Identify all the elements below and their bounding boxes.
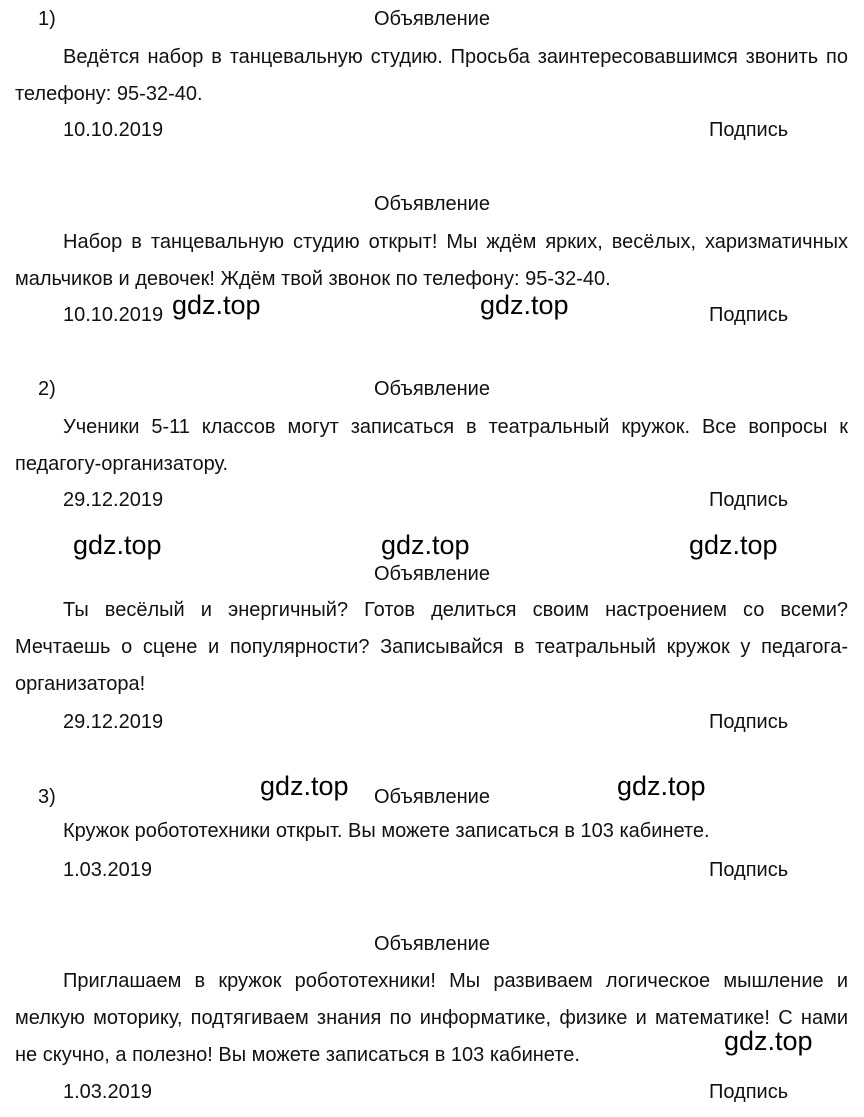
announcement-heading: Объявление [374,8,490,30]
watermark: gdz.top [617,771,706,801]
watermark: gdz.top [73,530,162,560]
announcement-heading: Объявление [374,378,490,400]
section-number: 1) [38,8,56,30]
announcement-text: Ты весёлый и энергичный? Готов делиться своим настроением со всеми? Мечтаешь о сцене и популярности? Записывайся в театральный кружок у педагога-организатора! [15,599,848,695]
announcement-date: 1.03.2019 [63,859,152,881]
announcement-text: Ученики 5-11 классов могут записаться в театральный кружок. Все вопросы к педагогу-организатору. [15,416,848,475]
announcement-signature: Подпись [709,119,789,141]
announcement-date: 10.10.2019 [63,119,164,141]
announcement-text: Ведётся набор в танцевальную студию. Просьба заинтересовавшимся звонить по телефону: 95-32-40. [15,46,848,105]
section-number: 2) [38,378,56,400]
announcement-signature: Подпись [709,711,789,733]
watermark: gdz.top [724,1026,813,1056]
watermark: gdz.top [480,290,569,320]
announcement-signature: Подпись [709,859,789,881]
section-number: 3) [38,786,56,808]
announcement-heading: Объявление [374,193,490,215]
watermark: gdz.top [381,530,470,560]
announcement-text: Кружок робототехники открыт. Вы можете записаться в 103 кабинете. [63,820,710,842]
announcement-date: 1.03.2019 [63,1081,152,1103]
watermark: gdz.top [172,290,261,320]
watermark: gdz.top [260,771,349,801]
announcement-date: 29.12.2019 [63,711,164,733]
watermark: gdz.top [689,530,778,560]
announcement-date: 10.10.2019 [63,304,164,326]
announcement-text: Набор в танцевальную студию открыт! Мы ждём ярких, весёлых, харизматичных мальчиков и девочек! Ждём твой звонок по телефону: 95-32-40. [15,231,848,290]
announcement-signature: Подпись [709,1081,789,1103]
announcement-signature: Подпись [709,304,789,326]
announcement-signature: Подпись [709,489,789,511]
announcement-heading: Объявление [374,563,490,585]
announcement-heading: Объявление [374,933,490,955]
announcement-date: 29.12.2019 [63,489,164,511]
announcement-heading: Объявление [374,786,490,808]
announcement-text: Приглашаем в кружок робототехники! Мы развиваем логическое мышление и мелкую моторику, подтягиваем знания по информатике, физике и математике! С нами не скучно, а полезно! Вы можете записаться в 103 кабинете. [15,970,848,1066]
